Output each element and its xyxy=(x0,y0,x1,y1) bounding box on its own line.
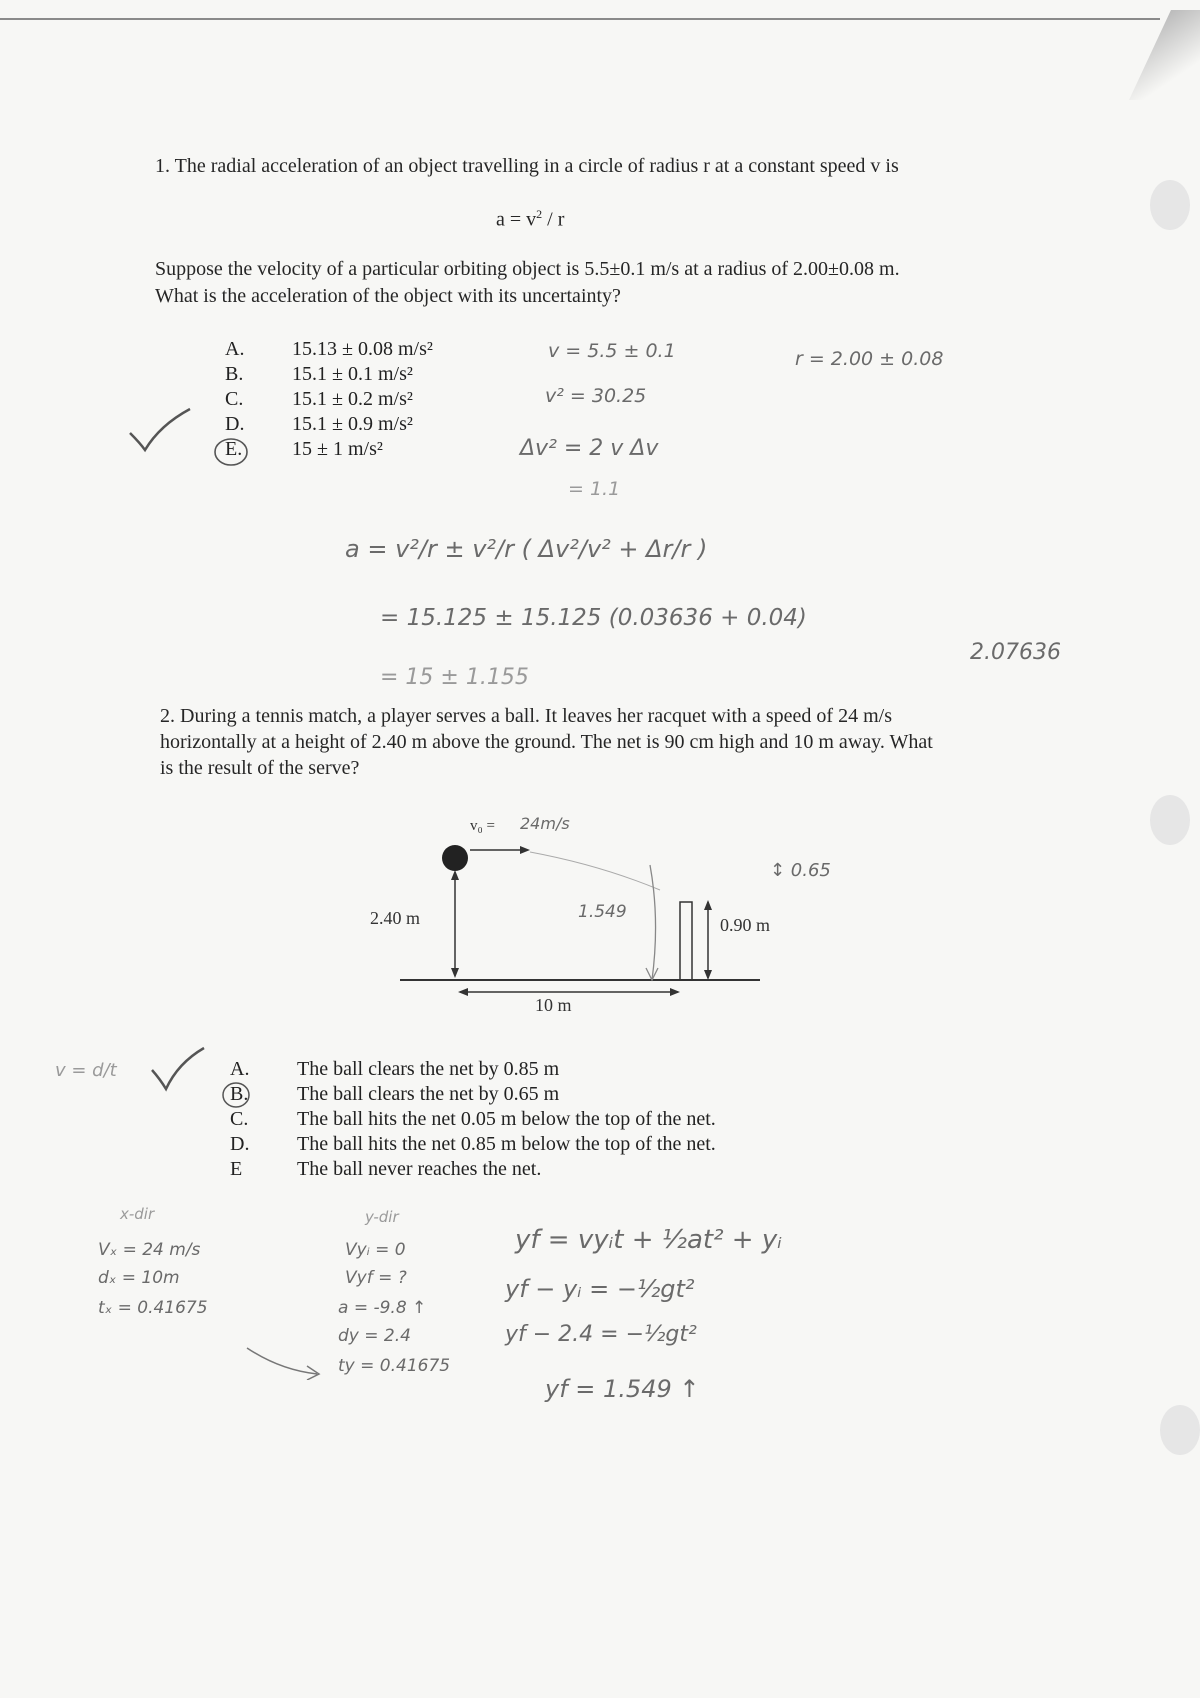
q2-option-letter[interactable]: C. xyxy=(230,1108,249,1130)
punch-hole xyxy=(1160,1405,1200,1455)
page-corner-fold xyxy=(1129,10,1200,100)
hw-diagram-right: ↕ 0.65 xyxy=(770,860,831,881)
q2-option-text: The ball hits the net 0.85 m below the top of the net. xyxy=(297,1133,716,1155)
q1-option-text: 15.1 ± 0.1 m/s² xyxy=(292,363,413,385)
q1-option-letter[interactable]: E. xyxy=(225,438,243,460)
hw-vyf: Vyf = ? xyxy=(345,1268,407,1288)
circled-answer-icon xyxy=(212,436,252,468)
q1-option-letter[interactable]: C. xyxy=(225,388,244,410)
hw-q1-dv2: Δv² = 2 v Δv xyxy=(520,436,659,461)
q1-text: 1. The radial acceleration of an object travelling in a circle of radius r at a constant speed v is xyxy=(155,155,899,177)
diagram-v0-label: v₀ = xyxy=(470,818,495,834)
q1-option-letter[interactable]: B. xyxy=(225,363,244,385)
hw-q1-dv2-val: = 1.1 xyxy=(568,478,621,500)
check-mark-icon xyxy=(148,1045,208,1095)
diagram-height-label: 2.40 m xyxy=(370,908,421,928)
diagram-distance-label: 10 m xyxy=(535,995,572,1015)
q2-option-letter[interactable]: D. xyxy=(230,1133,250,1155)
hw-diagram-v0: 24m/s xyxy=(520,814,570,833)
q2-option-letter[interactable]: B. xyxy=(230,1083,249,1105)
q1-option-letter[interactable]: A. xyxy=(225,338,245,360)
q1-option-text: 15.1 ± 0.9 m/s² xyxy=(292,413,413,435)
page-top-edge xyxy=(0,18,1160,20)
hw-q1-a-eq: a = v²/r ± v²/r ( Δv²/v² + Δr/r ) xyxy=(345,535,708,563)
diagram-net-label: 0.90 m xyxy=(720,915,771,935)
q2-line1: 2. During a tennis match, a player serves a ball. It leaves her racquet with a speed of 24 m/s xyxy=(160,705,892,727)
hw-xdir: x-dir xyxy=(120,1205,155,1223)
hw-dy: dy = 2.4 xyxy=(338,1326,411,1346)
q1-option-letter[interactable]: D. xyxy=(225,413,245,435)
hw-q1-sum: 2.07636 xyxy=(970,640,1061,665)
q2-option-text: The ball hits the net 0.05 m below the top of the net. xyxy=(297,1108,716,1130)
hw-eq4: yf = 1.549 ↑ xyxy=(545,1375,700,1403)
q2-option-text: The ball never reaches the net. xyxy=(297,1158,542,1180)
circled-answer-icon xyxy=(218,1080,252,1110)
hw-left-frac: v = d/t xyxy=(55,1060,117,1081)
hw-ydir: y-dir xyxy=(365,1208,399,1226)
q1-option-text: 15.13 ± 0.08 m/s² xyxy=(292,338,433,360)
hw-ty: ty = 0.41675 xyxy=(338,1356,451,1376)
q2-option-text: The ball clears the net by 0.85 m xyxy=(297,1058,560,1080)
hw-vyi: Vyᵢ = 0 xyxy=(345,1240,406,1260)
hw-q1-a-res: = 15 ± 1.155 xyxy=(380,665,529,690)
hw-eq3: yf − 2.4 = −½gt² xyxy=(505,1322,697,1347)
check-mark-icon xyxy=(125,405,195,455)
hw-q1-v2: v² = 30.25 xyxy=(545,385,647,407)
q2-line3: is the result of the serve? xyxy=(160,757,360,779)
hw-eq1: yf = vyᵢt + ½at² + yᵢ xyxy=(515,1225,782,1255)
q1-body-line1: Suppose the velocity of a particular orbiting object is 5.5±0.1 m/s at a radius of 2.00±0.08 m. xyxy=(155,258,900,280)
punch-hole xyxy=(1150,795,1190,845)
q2-line2: horizontally at a height of 2.40 m above the ground. The net is 90 cm high and 10 m away. What xyxy=(160,731,933,753)
q1-body-line2: What is the acceleration of the object with its uncertainty? xyxy=(155,285,621,307)
hw-q1-r: r = 2.00 ± 0.08 xyxy=(795,348,944,370)
hw-arrow-icon xyxy=(245,1340,325,1380)
hw-dx: dₓ = 10m xyxy=(98,1268,180,1288)
q1-option-text: 15.1 ± 0.2 m/s² xyxy=(292,388,413,410)
punch-hole xyxy=(1150,180,1190,230)
hw-eq2: yf − yᵢ = −½gt² xyxy=(505,1275,695,1303)
q2-option-letter[interactable]: A. xyxy=(230,1058,250,1080)
hw-q1-a-num: = 15.125 ± 15.125 (0.03636 + 0.04) xyxy=(380,605,807,631)
q1-formula: $a = v^2 / r$ xyxy=(496,207,565,231)
q2-option-text: The ball clears the net by 0.65 m xyxy=(297,1083,560,1105)
hw-ay: a = -9.8 ↑ xyxy=(338,1298,427,1318)
hw-tx: tₓ = 0.41675 xyxy=(98,1298,208,1318)
q2-option-letter[interactable]: E xyxy=(230,1158,243,1180)
q1-option-text: 15 ± 1 m/s² xyxy=(292,438,383,460)
hw-q1-v: v = 5.5 ± 0.1 xyxy=(548,340,676,362)
hw-diagram-mid: 1.549 xyxy=(578,902,627,922)
hw-vx: Vₓ = 24 m/s xyxy=(98,1240,201,1260)
